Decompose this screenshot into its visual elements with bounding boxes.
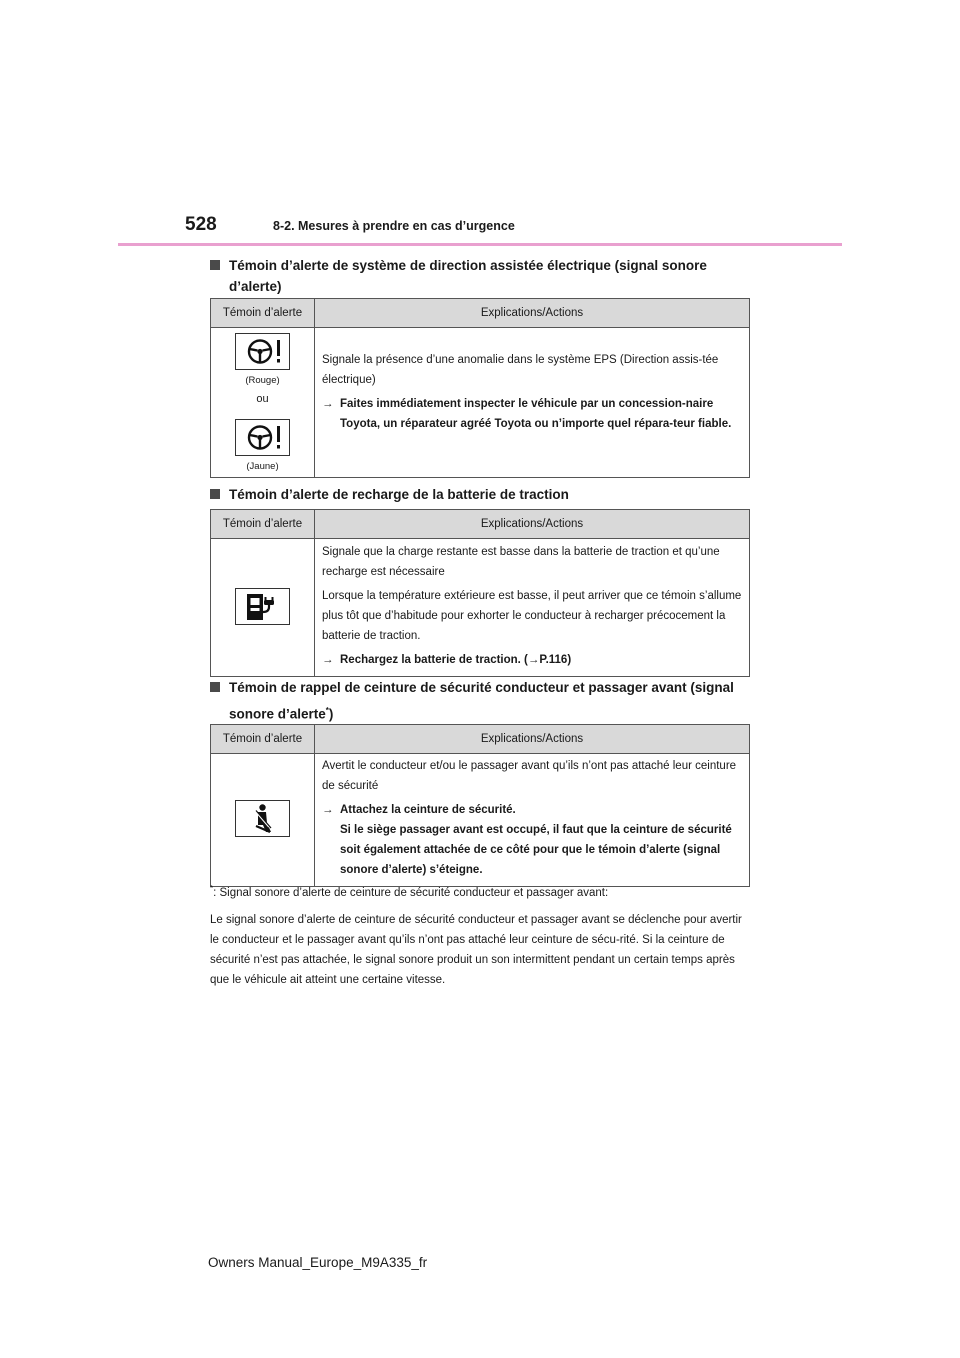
- footnote: *: Signal sonore d’alerte de ceinture de sécurité conducteur et passager avant:: [210, 884, 609, 899]
- footer-manual-id: Owners Manual_Europe_M9A335_fr: [208, 1255, 428, 1270]
- table-header-explanations: Explications/Actions: [315, 725, 750, 754]
- table-header-warning-light: Témoin d’alerte: [211, 510, 315, 539]
- eps-action: → Faites immédiatement inspecter le véhicule par un concession-naire Toyota, un réparateur agréé Toyota ou n’importe quel répara-teur fiable.: [322, 394, 744, 434]
- seatbelt-action: → Attachez la ceinture de sécurité. Si le siège passager avant est occupé, il faut que la ceinture de sécurité soit également attachée de ce côté pour que le témoin d’alerte (signal sonore d’alerte) s’éteigne.: [322, 800, 744, 880]
- charging-station-icon: [235, 588, 290, 625]
- heading-seatbelt-reminder: Témoin de rappel de ceinture de sécurité conducteur et passager avant (signal sonore d’alerte*): [210, 676, 759, 726]
- icon-or-label: ou: [256, 392, 269, 405]
- battery-description-2: Lorsque la température extérieure est basse, il peut arriver que ce témoin s’allume plus tôt que d’habitude pour exhorter le conducteur à recharger précocement la batterie de traction.: [322, 590, 742, 642]
- steering-warning-red-icon: [235, 333, 290, 370]
- body-paragraph: Le signal sonore d’alerte de ceinture de sécurité conducteur et passager avant se déclenche pour avertir le conducteur et le passager avant qu’ils n’ont pas attaché leur ceinture de sécu-rité. Si la ceinture de sécurité n’est pas attachée, le signal sonore produit un son intermittent pendant un certain temps après que le véhicule ait atteint une certaine vitesse.: [210, 914, 742, 986]
- battery-icon-cell: [211, 539, 315, 677]
- bullet-square-icon: [210, 682, 220, 692]
- table-header-explanations: Explications/Actions: [315, 510, 750, 539]
- eps-description: Signale la présence d’une anomalie dans le système EPS (Direction assis-tée électrique): [322, 354, 719, 386]
- table-header-warning-light: Témoin d’alerte: [211, 725, 315, 754]
- icon-label-yellow: (Jaune): [246, 460, 279, 472]
- table-header-warning-light: Témoin d’alerte: [211, 299, 315, 328]
- steering-warning-yellow-icon: [235, 419, 290, 456]
- header-rule: [118, 243, 842, 246]
- table-header-explanations: Explications/Actions: [315, 299, 750, 328]
- seatbelt-action-detail: Si le siège passager avant est occupé, il faut que la ceinture de sécurité soit également attachée de ce côté pour que le témoin d’alerte (signal sonore d’alerte) s’éteigne.: [340, 824, 732, 876]
- battery-description-1: Signale que la charge restante est basse dans la batterie de traction et qu’une recharge est nécessaire: [322, 546, 720, 578]
- heading-eps-warning: Témoin d’alerte de système de direction assistée électrique (signal sonore d’alerte): [210, 255, 759, 297]
- heading-traction-battery-warning: Témoin d’alerte de recharge de la batterie de traction: [210, 484, 759, 505]
- eps-warning-table: [210, 298, 750, 478]
- traction-battery-table: [210, 509, 750, 677]
- eps-icons-cell: [211, 328, 315, 478]
- seatbelt-explanation-cell: [315, 754, 750, 887]
- page-number: 528: [185, 214, 217, 235]
- icon-label-red: (Rouge): [245, 374, 280, 386]
- section-title: 8-2. Mesures à prendre en cas d’urgence: [273, 219, 515, 233]
- seatbelt-description: Avertit le conducteur et/ou le passager avant qu’ils n’ont pas attaché leur ceinture de sécurité: [322, 760, 737, 792]
- arrow-icon: →: [322, 398, 334, 410]
- battery-action: → Rechargez la batterie de traction. (→P.116): [322, 650, 744, 670]
- arrow-icon: →: [322, 654, 334, 666]
- seatbelt-reminder-icon: [235, 800, 290, 837]
- battery-explanation-cell: [315, 539, 750, 677]
- eps-explanation-cell: [315, 328, 750, 478]
- bullet-square-icon: [210, 489, 220, 499]
- seatbelt-reminder-table: [210, 724, 750, 887]
- arrow-icon: →: [322, 804, 334, 816]
- seatbelt-icon-cell: [211, 754, 315, 887]
- bullet-square-icon: [210, 260, 220, 270]
